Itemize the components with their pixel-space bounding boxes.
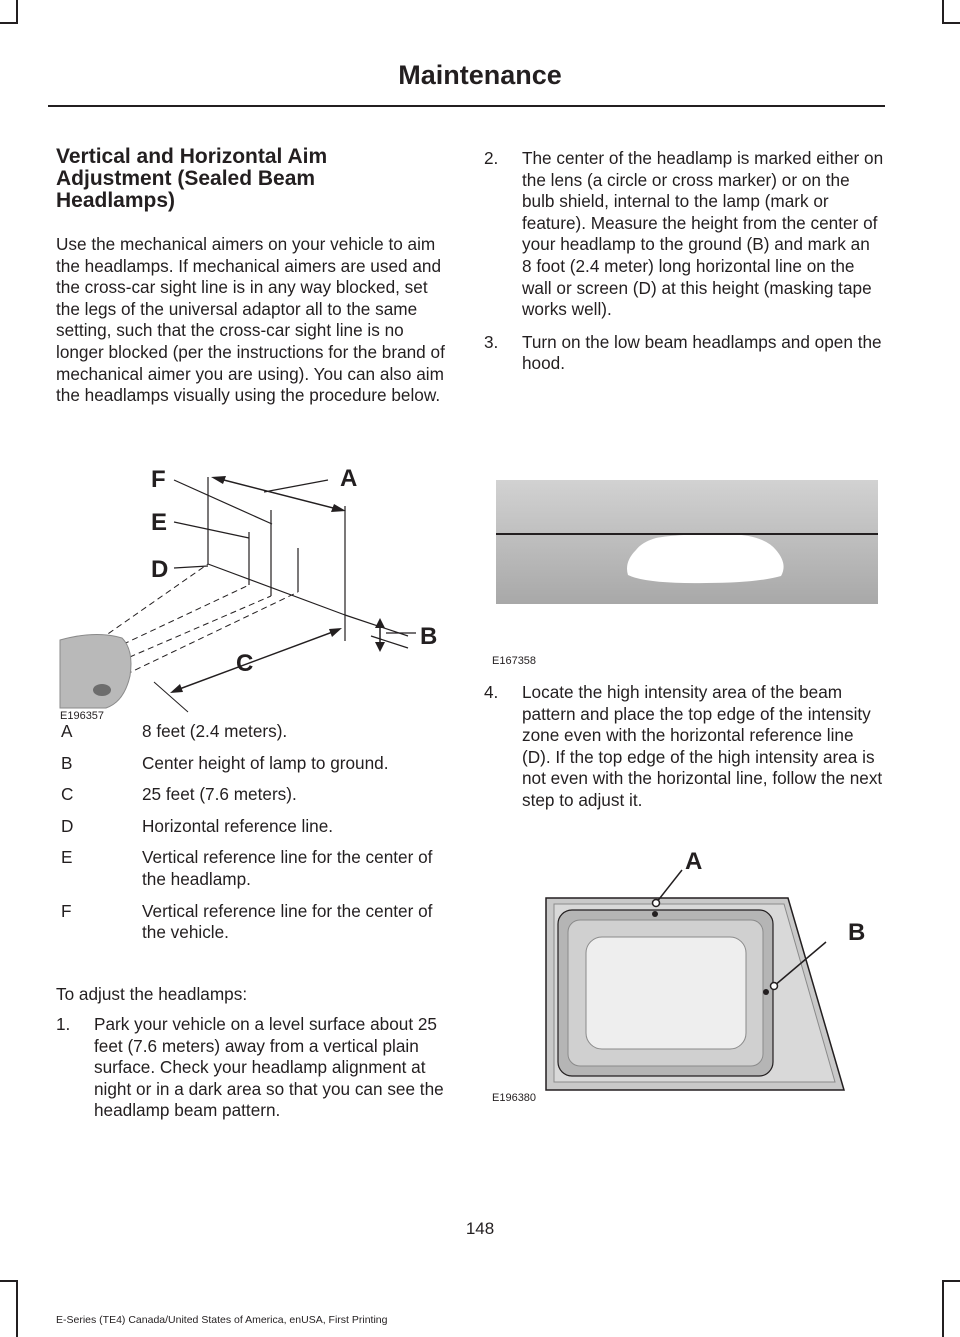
beam-pattern-figure	[496, 480, 878, 604]
label-e: E	[151, 509, 168, 536]
reference-line-d	[208, 564, 345, 615]
step-item	[484, 148, 884, 321]
legend	[56, 721, 448, 954]
arrow-a-head-right	[331, 504, 346, 512]
legend-key: D	[61, 815, 74, 836]
crop-mark	[942, 1280, 944, 1337]
legend-row	[56, 816, 448, 838]
step-item	[484, 332, 884, 375]
aiming-diagram	[56, 450, 448, 720]
step-number: 3.	[484, 331, 499, 352]
legend-row	[56, 901, 448, 944]
arrow-a-head-left	[211, 476, 226, 484]
step-number: 4.	[484, 682, 499, 702]
vehicle-headlamp	[93, 684, 111, 696]
crop-mark	[0, 1280, 18, 1282]
step-text: Turn on the low beam headlamps and open the hood.	[522, 331, 882, 374]
left-column	[56, 146, 448, 407]
step-text: The center of the headlamp is marked either on the lens (a circle or cross marker) or on the bulb shield, internal to the lamp (mark or feature). Measure the height from the center of your headlamp to the ground (B) and mark an 8 foot (2.4 meter) long horizontal line on the wall or screen (D) at this height (masking tape works well).	[522, 148, 884, 320]
legend-key: F	[61, 900, 72, 921]
crop-mark	[942, 22, 960, 24]
figure-code: E196380	[492, 1092, 537, 1104]
step-number: 2.	[484, 148, 499, 168]
legend-key: A	[61, 721, 73, 741]
step-item	[484, 682, 884, 812]
label-b: B	[848, 919, 866, 946]
leader-a	[264, 480, 328, 492]
adjust-intro: To adjust the headlamps:	[56, 984, 248, 1004]
legend-key: E	[61, 847, 73, 868]
legend-text: 8 feet (2.4 meters).	[142, 721, 288, 741]
leader-f	[174, 480, 272, 524]
legend-text: Vertical reference line for the center of the vehicle.	[142, 900, 433, 943]
step-text: Park your vehicle on a level surface about 25 feet (7.6 meters) away from a vertical plain surface. Check your headlamp alignment at night or in a dark area so that you can see the headlamp beam pattern.	[94, 1014, 444, 1121]
steps-list-left	[56, 1014, 448, 1133]
c-tick	[154, 682, 188, 712]
legend-row	[56, 753, 448, 775]
figure-code: E196357	[60, 710, 105, 722]
arrow-c-head-left	[170, 684, 183, 693]
footer: E-Series (TE4) Canada/United States of America, enUSA, First Printing	[56, 1314, 388, 1326]
leader-a-dot	[653, 900, 660, 907]
figure-code: E167358	[492, 655, 537, 667]
legend-text: 25 feet (7.6 meters).	[142, 784, 297, 805]
crop-mark	[16, 1280, 18, 1337]
aiming-diagram-svg	[56, 450, 448, 720]
label-a: A	[685, 848, 703, 875]
intro-paragraph: Use the mechanical aimers on your vehicle to aim the headlamps. If mechanical aimers are used and the cross-car sight line is in any way blocked, set the legs of the universal adaptor all to the same setting, such that the cross-car sight line is no longer blocked (per the instructions for the brand of mechanical aimer you are using). You can also aim the headlamps visually using the procedure below.	[56, 234, 445, 406]
arrow-b-head-down	[375, 642, 385, 652]
leader-b-dot	[771, 983, 778, 990]
legend-row	[56, 784, 448, 806]
header-rule	[48, 105, 885, 107]
headlamp-lens-inner	[586, 937, 746, 1049]
step-item	[56, 1014, 448, 1122]
page-title: Maintenance	[398, 60, 562, 90]
crop-mark	[16, 0, 18, 24]
section-heading: Vertical and Horizontal Aim Adjustment (Sealed Beam Headlamps)	[56, 145, 328, 212]
legend-key: B	[61, 752, 73, 773]
vehicle-front	[60, 634, 131, 708]
crop-mark	[0, 22, 18, 24]
arrow-b-head-up	[375, 618, 385, 628]
beam-dashed-1	[92, 564, 208, 645]
beam-pattern-svg	[496, 480, 878, 604]
headlamp-adjuster-figure	[530, 842, 880, 1100]
headlamp-adjuster-svg	[530, 842, 880, 1100]
legend-text: Horizontal reference line.	[142, 815, 334, 836]
adjuster-b-icon	[763, 989, 769, 995]
high-intensity-zone	[627, 534, 784, 583]
legend-row	[56, 721, 448, 743]
step-number: 1.	[56, 1014, 71, 1034]
legend-row	[56, 847, 448, 890]
arrow-c-head-right	[329, 628, 342, 637]
legend-key: C	[61, 784, 74, 805]
adjuster-a-icon	[652, 911, 658, 917]
steps-list-right	[484, 148, 884, 386]
legend-text: Center height of lamp to ground.	[142, 752, 389, 773]
crop-mark	[942, 1280, 960, 1282]
steps-list-right-2	[484, 682, 884, 823]
step-text: Locate the high intensity area of the beam pattern and place the top edge of the intensity zone even with the horizontal reference line (D). If the top edge of the high intensity area is not even with the horizontal line, follow the next step to adjust it.	[522, 682, 883, 810]
leader-e	[174, 522, 249, 538]
label-f: F	[151, 466, 166, 493]
legend-text: Vertical reference line for the center of the headlamp.	[142, 847, 433, 889]
label-b: B	[420, 623, 438, 650]
label-d: D	[151, 556, 169, 583]
label-c: C	[236, 650, 254, 677]
crop-mark	[942, 0, 944, 24]
arrow-a	[216, 478, 341, 510]
page-number: 148	[465, 1219, 495, 1238]
label-a: A	[340, 465, 358, 492]
